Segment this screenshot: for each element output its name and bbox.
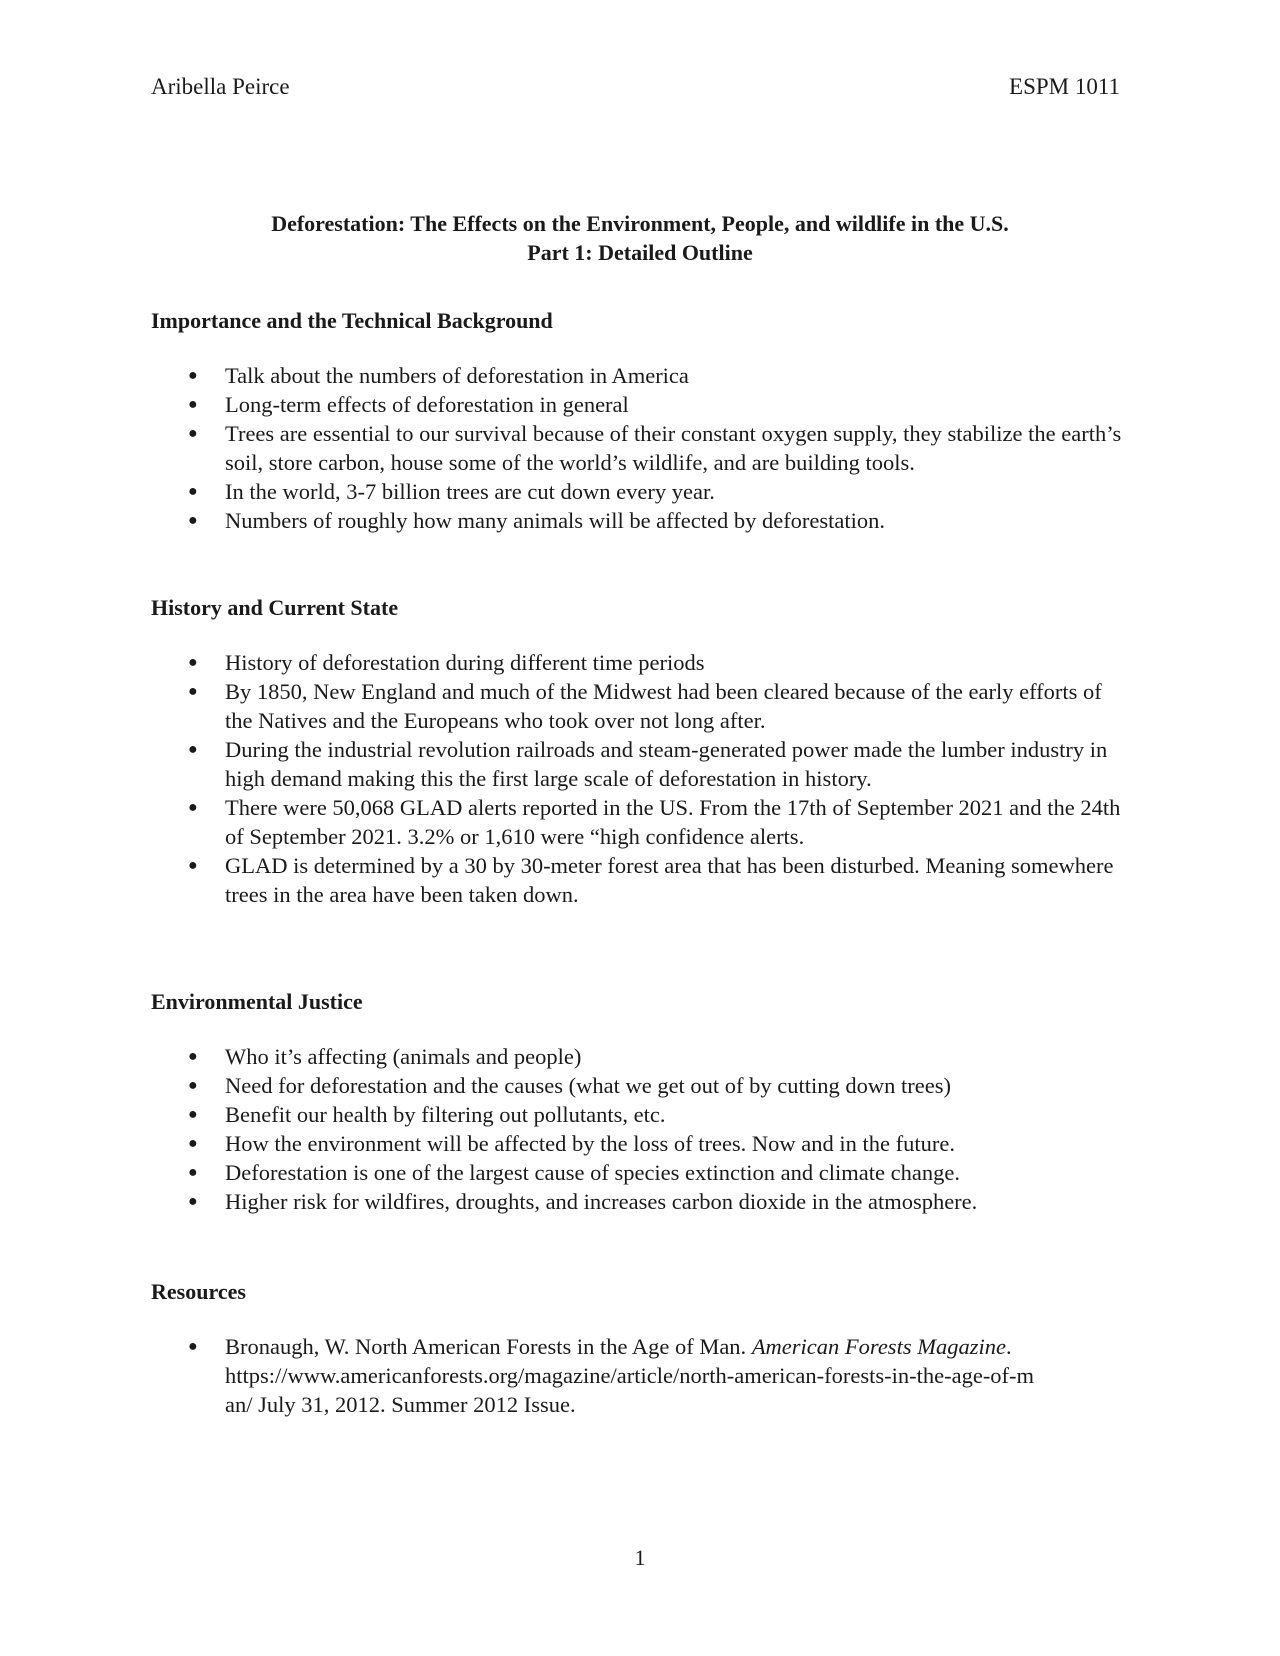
bullet-icon: ● xyxy=(188,741,198,758)
citation-url: https://www.americanforests.org/magazine/article/north-american-forests-in-the-age-of-m xyxy=(225,1363,1035,1388)
section-history xyxy=(151,594,1131,909)
bullet-icon: ● xyxy=(188,1193,198,1210)
list-item xyxy=(151,851,1131,909)
bullet-icon: ● xyxy=(188,483,198,500)
bullet-icon: ● xyxy=(188,1106,198,1123)
list-item xyxy=(151,1071,1131,1100)
list-item xyxy=(151,1100,1131,1129)
list-item xyxy=(151,1187,1131,1216)
page-number: 1 xyxy=(634,1545,646,1570)
section-heading: Resources xyxy=(151,1279,246,1304)
bullet-icon: ● xyxy=(188,367,198,384)
title-line-2: Part 1: Detailed Outline xyxy=(527,240,753,265)
bullet-icon: ● xyxy=(188,1135,198,1152)
list-item-text: Numbers of roughly how many animals will be affected by deforestation. xyxy=(225,508,886,533)
bullet-icon: ● xyxy=(188,1338,198,1355)
list-item xyxy=(151,677,1131,735)
list-item xyxy=(151,1158,1131,1187)
citation-tail: an/ July 31, 2012. Summer 2012 Issue. xyxy=(225,1392,576,1417)
list-item xyxy=(151,1042,1131,1071)
list-item xyxy=(151,735,1131,793)
citation-item xyxy=(151,1332,1131,1419)
list-item xyxy=(151,419,1131,477)
list-item xyxy=(151,793,1131,851)
bullet-icon: ● xyxy=(188,683,198,700)
list-item-text: Deforestation is one of the largest cause of species extinction and climate change. xyxy=(225,1160,960,1185)
list-item-text: Long-term effects of deforestation in general xyxy=(225,392,629,417)
bullet-icon: ● xyxy=(188,857,198,874)
bullet-icon: ● xyxy=(188,1048,198,1065)
section-heading: Environmental Justice xyxy=(151,989,363,1014)
title-line-1: Deforestation: The Effects on the Environment, People, and wildlife in the U.S. xyxy=(271,211,1009,236)
list-item-text: Who it’s affecting (animals and people) xyxy=(225,1044,582,1069)
citation-prefix: Bronaugh, W. North American Forests in the Age of Man. xyxy=(225,1334,752,1359)
bullet-list xyxy=(151,1042,1131,1216)
section-importance xyxy=(151,307,1131,535)
list-item-text: Talk about the numbers of deforestation in America xyxy=(225,363,689,388)
list-item-text: In the world, 3-7 billion trees are cut down every year. xyxy=(225,479,715,504)
citation-journal: American Forests Magazine xyxy=(751,1334,1006,1359)
section-heading: Importance and the Technical Background xyxy=(151,308,553,333)
list-item-text: By 1850, New England and much of the Midwest had been cleared because of the early efforts of the Natives and the Europeans who took over not long after. xyxy=(225,679,1102,733)
header-course: ESPM 1011 xyxy=(1009,74,1120,99)
header-author: Aribella Peirce xyxy=(151,74,290,99)
bullet-icon: ● xyxy=(188,512,198,529)
bullet-icon: ● xyxy=(188,396,198,413)
list-item-text: During the industrial revolution railroads and steam-generated power made the lumber industry in high demand making this the first large scale of deforestation in history. xyxy=(225,737,1108,791)
list-item-text: Trees are essential to our survival because of their constant oxygen supply, they stabilize the earth’s soil, store carbon, house some of the world’s wildlife, and are building tools. xyxy=(225,421,1122,475)
document-title xyxy=(0,209,1280,267)
list-item xyxy=(151,1129,1131,1158)
list-item-text: Need for deforestation and the causes (what we get out of by cutting down trees) xyxy=(225,1073,952,1098)
list-item-text: How the environment will be affected by the loss of trees. Now and in the future. xyxy=(225,1131,956,1156)
bullet-icon: ● xyxy=(188,799,198,816)
bullet-list xyxy=(151,361,1131,535)
bullet-icon: ● xyxy=(188,1164,198,1181)
list-item xyxy=(151,477,1131,506)
section-resources xyxy=(151,1278,1131,1419)
section-environmental-justice xyxy=(151,988,1131,1216)
citation-line-1 xyxy=(225,1332,1131,1361)
list-item xyxy=(151,361,1131,390)
bullet-icon: ● xyxy=(188,425,198,442)
section-heading: History and Current State xyxy=(151,595,399,620)
list-item-text: Higher risk for wildfires, droughts, and increases carbon dioxide in the atmosphere. xyxy=(225,1189,978,1214)
list-item-text: GLAD is determined by a 30 by 30-meter forest area that has been disturbed. Meaning somewhere trees in the area have been taken down. xyxy=(225,853,1114,907)
list-item xyxy=(151,648,1131,677)
list-item xyxy=(151,390,1131,419)
list-item xyxy=(151,506,1131,535)
list-item-text: History of deforestation during different time periods xyxy=(225,650,705,675)
bullet-list xyxy=(151,648,1131,909)
list-item-text: Benefit our health by filtering out pollutants, etc. xyxy=(225,1102,666,1127)
bullet-list xyxy=(151,1332,1131,1419)
bullet-icon: ● xyxy=(188,654,198,671)
list-item-text: There were 50,068 GLAD alerts reported in the US. From the 17th of September 2021 and the 24th of September 2021. 3.2% or 1,610 were “high confidence alerts. xyxy=(225,795,1121,849)
citation-period: . xyxy=(1005,1334,1012,1359)
bullet-icon: ● xyxy=(188,1077,198,1094)
